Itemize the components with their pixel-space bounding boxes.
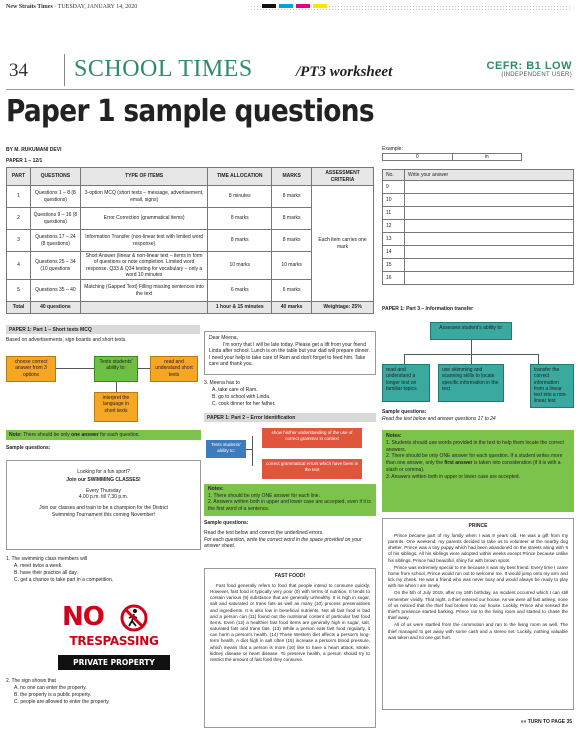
interpret-language-box: interpret the language in short texts — [94, 392, 138, 422]
part3-heading: PAPER 1: Part 3 – Information transfer — [382, 306, 474, 312]
col-header-type: TYPE OF ITEMS — [80, 168, 207, 186]
turn-page-link[interactable]: »» TURN TO PAGE 35 — [520, 719, 572, 725]
answer-row: 12 — [383, 220, 574, 233]
sign-trespassing-text: TRESPASSING — [69, 634, 159, 648]
part3-notes: Notes: 1. Students should use words provided in the text to help them locate the correct answers. 2. There should be only ONE answer for each question. If a student writes more than one answer, only the first answer is taken into consideration (if it is with a slash or comma). 3. Answers written both in upper or lower case are accepted. — [382, 430, 574, 512]
question-1: 1. The swimming class members will A. meet twice a week. B. have their practice all day. C. get a chance to take part in a competition. — [6, 556, 201, 584]
answer-row: 16 — [383, 272, 574, 285]
answer-row: 10 — [383, 194, 574, 207]
cefr-sublevel: (INDEPENDENT USER) — [501, 72, 572, 78]
col-header-part: PART — [7, 168, 31, 186]
swimming-poster: Looking for a fun sport? Join our SWIMMING CLASSES! Every Thursday 4.00 p.m. till 7.30 p.m. Join our classes and train to be a champion for the District Swimming Tournament this coming November! — [6, 460, 201, 550]
answer-cell[interactable] — [405, 246, 574, 259]
col-header-marks: MARKS — [272, 168, 312, 186]
byline: BY M. RUKUMANI DEVI — [6, 147, 62, 153]
option-a[interactable]: A. meet twice a week. — [14, 563, 63, 569]
read-understand-box: read and understand short texts — [150, 356, 198, 382]
answer-cell[interactable] — [405, 220, 574, 233]
table-row: 4 Questions 25 – 34 (10 questions Short Answer (linear & non-linear text – items in form of questions or note completion. Limited word response. Q33 & Q34 testing for vocabulary – only a word 10 minutes 10 marks 10 marks — [7, 252, 374, 280]
paper-label: PAPER 1 – 12/1 — [6, 158, 43, 164]
question-3: 3. Meena has to A. take care of Ram. B. go to school with Linda. C. cook dinner for her father. — [204, 380, 376, 408]
part2-sample: Sample questions: Read the text below and correct the underlined errors. For each question, write the correct word in the space provided on your answer sheet. — [204, 520, 362, 550]
header-divider — [64, 54, 65, 86]
option-a[interactable]: A. take care of Ram. — [212, 387, 258, 393]
paper-name: New Straits Times — [6, 4, 53, 10]
section-title: SCHOOL TIMES — [74, 56, 253, 82]
col-header-no: No. — [383, 170, 405, 181]
choose-answer-box: choose correct answer from 3 options — [6, 356, 56, 382]
part1-description: Based on advertisements, sign boards and short texts. — [6, 337, 127, 343]
correct-errors-box: correct grammatical errors which have been in the text — [262, 459, 362, 479]
part1-sample-label: Sample questions: — [6, 445, 51, 451]
answer-row: 14 — [383, 246, 574, 259]
cefr-label — [487, 60, 572, 78]
answer-row: 9 — [383, 181, 574, 194]
option-c[interactable]: C. people are allowed to enter the property. — [14, 699, 110, 705]
connector-line — [471, 340, 472, 354]
col-header-answer: Write your answer — [405, 170, 574, 181]
table-row: 3 Questions 17 – 24 (8 questions) Information Transfer (non-linear text with limited word response) 8 marks 8 marks — [7, 230, 374, 252]
part1-note: Note: There should be only one answer for each question. — [6, 430, 201, 440]
sign-no-text: NO — [62, 602, 104, 632]
answer-row: 11 — [383, 207, 574, 220]
answer-cell[interactable] — [405, 207, 574, 220]
table-row: 1 Questions 1 – 8 (8 questions) 3-option MCQ (short texts – message, advertisement, email, signs) 8 minutes 8 marks Each item carries one mark — [7, 186, 374, 208]
question-2: 2. The sign shows that A. no one can enter the property. B. the property is a public property. C. people are allowed to enter the property. — [6, 678, 201, 706]
connector-line — [252, 436, 253, 466]
connector-line — [471, 354, 472, 364]
col-header-criteria: ASSESSMENT CRITERIA — [312, 168, 374, 186]
grammar-context-box: show his/her understanding of the use of correct grammar in context — [262, 428, 362, 448]
answer-row: 15 — [383, 259, 574, 272]
answer-table — [382, 169, 574, 285]
answer-row: 13 — [383, 233, 574, 246]
section-subtitle: /PT3 worksheet — [296, 64, 393, 80]
option-b[interactable]: B. the property is a public property. — [14, 692, 92, 698]
option-c[interactable]: C. get a chance to take part in a competition. — [14, 577, 114, 583]
tests-ability-box: Tests students' ability to: — [94, 356, 138, 382]
masthead — [6, 4, 137, 10]
answer-cell[interactable] — [405, 181, 574, 194]
headline: Paper 1 sample questions — [6, 94, 374, 129]
part2-tests-box: Tests students' ability to: — [206, 440, 246, 458]
prince-title: PRINCE — [468, 523, 488, 529]
part1-heading: PAPER 1: Part 1 – Short texts MCQ — [6, 325, 200, 334]
option-c[interactable]: C. cook dinner for her father. — [212, 401, 276, 407]
example-label: Example: — [382, 146, 403, 152]
part2-notes: Notes: 1. There should be only ONE answer for each line. 2. Answers written both in upper and lower case are accepted, even if it is the first word of a sentence. — [204, 484, 376, 516]
header-rule — [6, 89, 574, 90]
prince-text: PRINCE Prince became part of my family when I was 9 years old. He was a gift from my parents. One weekend, my parents decided to take us to volunteer at the nearby dog shelter. Prince was a tiny puppy which had been abandoned on the streets along with 5 of his siblings. All his siblings were adopted within weeks except Prince because unlike his siblings, Prince had beautiful, shiny fur with brown spots. Prince was extremely special to me because it was my best friend. Every time I came home from school, Prince would run out to welcome me. It would jump onto my arm and lick my cheek. He was a friend who was never busy and would always be ready to play with me when I am lonely. On the 5th of July 2019, after my 16th birthday, an incident occurred which I can still remember vividly. That night, a thief entered our house. As we were all fast asleep, none of us noticed that the thief had broken into our house. Luckily, Prince who sensed the thief's presence started barking. Prince ran to the living room and started to chase the thief away. All of us were startled from the commotion and ran to the living room as well. The thief managed to get away with some cash and a stereo set. Luckily, nothing valuable was taken and no one got hurt. — [382, 518, 574, 710]
col-header-questions: QUESTIONS — [30, 168, 80, 186]
connector-line — [538, 354, 539, 364]
page-number: 34 — [9, 60, 28, 81]
part3-assesses-box: Assesses student's ability to: — [430, 322, 512, 340]
answer-cell[interactable] — [405, 259, 574, 272]
answer-cell[interactable] — [405, 272, 574, 285]
table-row: 5 Questions 35 – 40 Matching (Gapped Text) Filling missing sentences into the text 6 marks 6 marks — [7, 280, 374, 302]
part3-sample: Sample questions: Read the text below and answer questions 17 to 24 — [382, 409, 496, 422]
criteria-cell: Each item carries one mark — [312, 186, 374, 302]
answer-cell[interactable] — [405, 194, 574, 207]
paper-structure-table — [6, 167, 374, 314]
fast-food-title: FAST FOOD! — [274, 573, 306, 579]
no-trespassing-sign — [58, 602, 170, 672]
read-longer-text-box: read and understand a longer text on familiar topics — [382, 364, 430, 402]
connector-line — [404, 354, 405, 364]
option-a[interactable]: A. no one can enter the property. — [14, 685, 87, 691]
table-row: 2 Questions 9 – 16 (8 questions) Error Correction (grammatical items) 8 marks 8 marks — [7, 208, 374, 230]
part2-heading: PAPER 1: Part 2 – Error Identification — [204, 413, 376, 422]
connector-line — [138, 368, 150, 369]
issue-date: · TUESDAY, JANUARY 14, 2020 — [54, 4, 138, 10]
cefr-level: CEFR: B1 LOW — [486, 60, 572, 72]
answer-cell[interactable] — [405, 233, 574, 246]
skimming-scanning-box: use skimming and scanning skills to locate specific information in the text — [438, 364, 504, 402]
meena-note: Dear Meena, I'm sorry that I will be late today. Please get a lift from your friend Linda after school. Lunch is on the table but your dad will prepare dinner. I need your help to take care of Ram and don't forget to feed him. Take care and thank you. — [204, 331, 376, 375]
transfer-info-box: transfer the correct information from a linear text into a non-linear text — [530, 364, 574, 408]
connector-line — [116, 382, 117, 392]
connector-line — [56, 368, 94, 369]
table-total-row: Total 40 questions 1 hour & 15 minutes 40 marks Weightage: 25% — [7, 302, 374, 314]
col-header-time: TIME ALLOCATION — [208, 168, 272, 186]
option-b[interactable]: B. go to school with Linda. — [212, 394, 271, 400]
color-registration-bar — [262, 4, 330, 8]
fast-food-text: FAST FOOD! Fast food generally refers to food that people intend to consume quickly. However, fast food is typically very poor (0) with terms of nutrition. It tends to contain various (9) substance that are generally unhealthy. It is high in sugar, salt and saturated or trans fats as well as many (10) process preservatives and ingredients. It is also low in beneficial nutrients. Not all fast food is bad and a person can (11) found out the nutritional content of particular fast food items. Even (12) a healthier fast food items are generally high in sugar, salt, saturated fats and trans fats. (13) While a person eats fast food regularly, it can harm a person's health. (14) Those Western diet affects a person's long-term health. A diet high in salt often (15) increase a person's blood pressure, which means that a person is more (16) like to have a heart attack, stroke, kidney disease or heart disease. To preserve health, a person should try to restrict the amount of fast food they consume. — [204, 568, 376, 728]
option-b[interactable]: B. have their practice all day. — [14, 570, 78, 576]
sign-private-band: PRIVATE PROPERTY — [58, 655, 170, 670]
example-answer-box: 0 in — [382, 153, 522, 161]
no-walking-icon — [120, 604, 148, 632]
